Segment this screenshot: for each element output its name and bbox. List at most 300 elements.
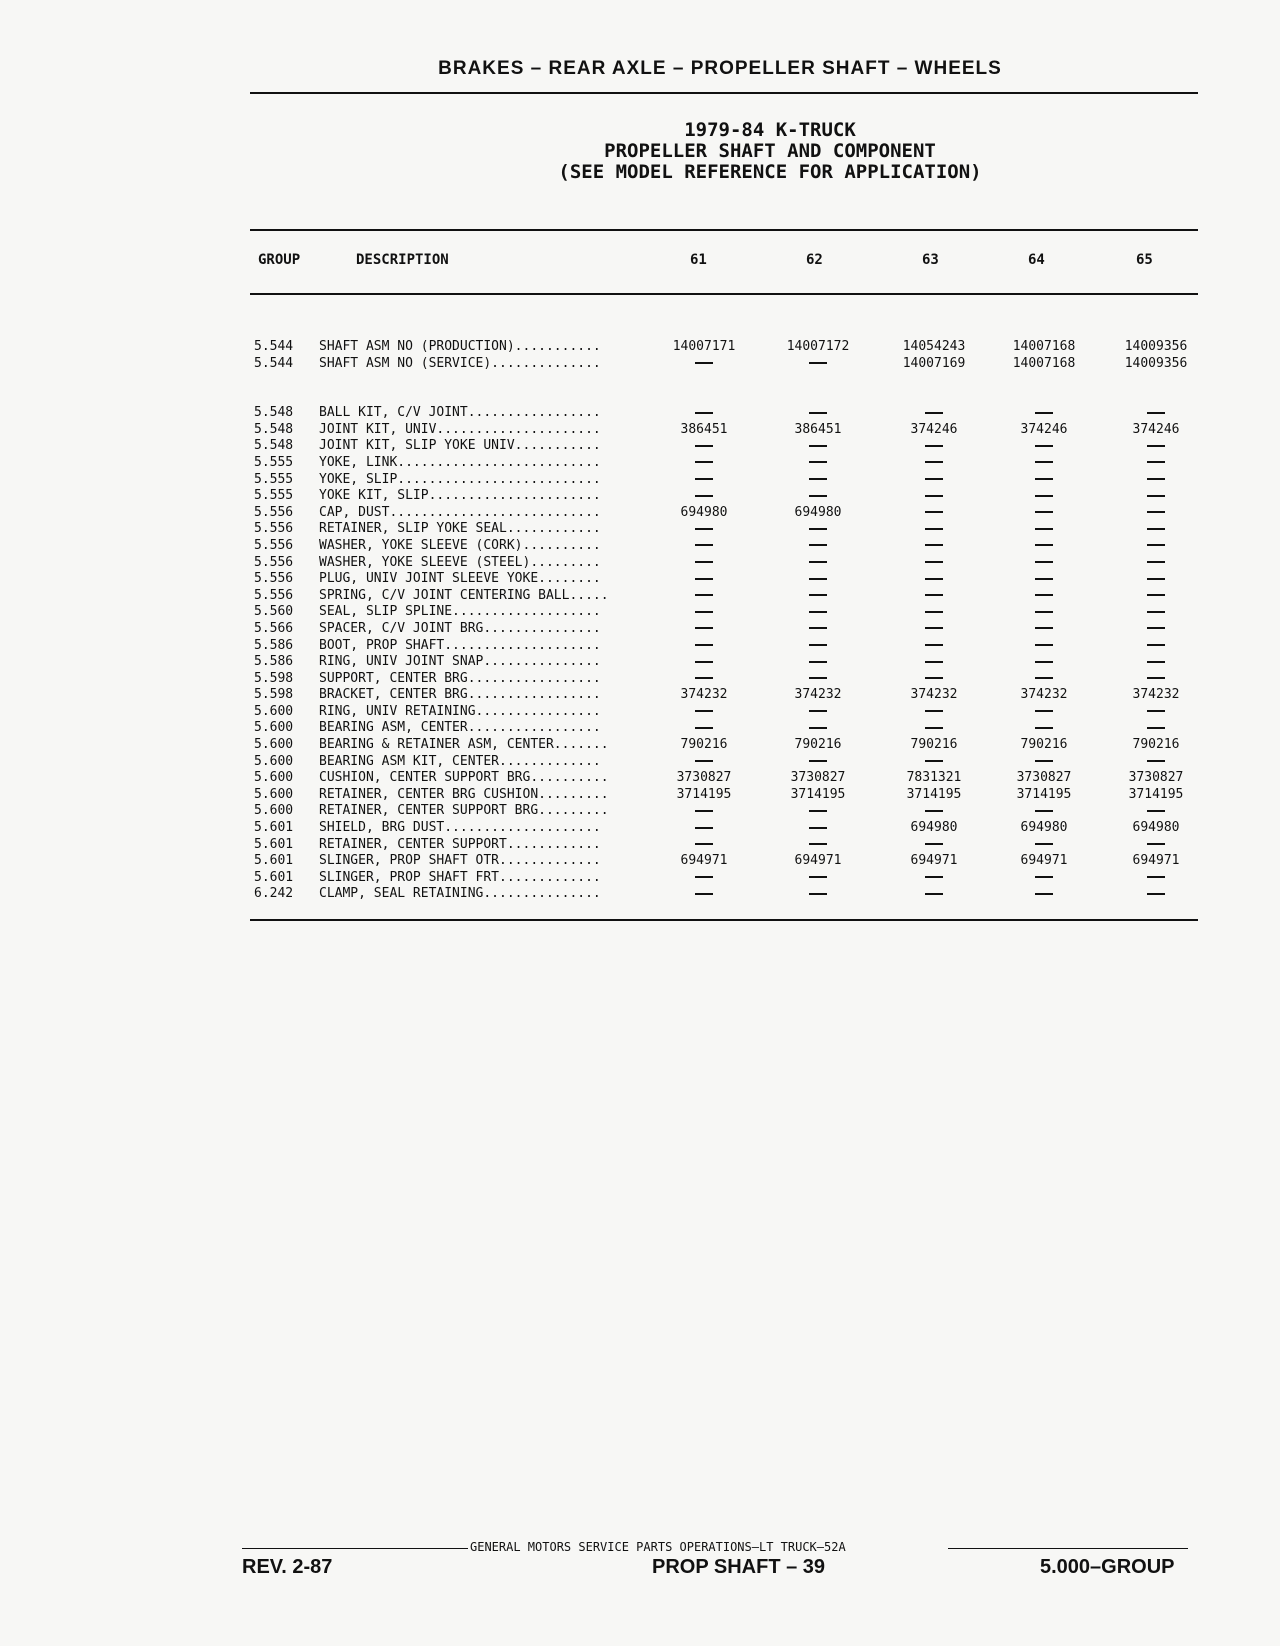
table-row (254, 571, 1204, 588)
not-applicable-dash (1147, 544, 1165, 546)
part-number-cell: 790216 (1020, 737, 1068, 753)
not-applicable-dash (1147, 876, 1165, 878)
part-number-cell (654, 405, 754, 420)
part-number-cell (1106, 621, 1206, 636)
part-number-cell: 374246 (1132, 421, 1180, 437)
part-number-cell (884, 671, 984, 686)
part-number-cell (768, 820, 868, 835)
group-number: 5.544 (254, 339, 294, 354)
part-number-cell (884, 638, 984, 653)
table-row (254, 604, 1204, 621)
not-applicable-dash (925, 478, 943, 480)
part-number-cell (654, 521, 754, 536)
not-applicable-dash (809, 810, 827, 812)
table-row (254, 754, 1204, 771)
part-number-cell (884, 472, 984, 487)
part-number-cell: 14009356 (1124, 355, 1188, 371)
part-number-cell (654, 472, 754, 487)
not-applicable-dash (1147, 760, 1165, 762)
not-applicable-dash (695, 627, 713, 629)
not-applicable-dash (1147, 810, 1165, 812)
part-number-cell (654, 571, 754, 586)
not-applicable-dash (809, 893, 827, 895)
part-number-cell: 790216 (794, 737, 842, 753)
part-number-cell (1106, 654, 1206, 669)
group-number: 5.600 (254, 720, 294, 736)
table-row (254, 488, 1204, 505)
col-header-64: 64 (1028, 252, 1045, 268)
part-number-cell (768, 604, 868, 619)
not-applicable-dash (695, 544, 713, 546)
group-number: 5.556 (254, 537, 294, 553)
not-applicable-dash (1147, 461, 1165, 463)
part-description: BRACKET, CENTER BRG................. (319, 687, 601, 703)
table-row (254, 555, 1204, 572)
part-description: RETAINER, SLIP YOKE SEAL............ (319, 521, 601, 537)
not-applicable-dash (809, 827, 827, 829)
part-number-cell (1106, 704, 1206, 719)
not-applicable-dash (695, 760, 713, 762)
table-row (254, 870, 1204, 887)
table-row (254, 405, 1204, 422)
not-applicable-dash (809, 611, 827, 613)
not-applicable-dash (695, 876, 713, 878)
part-description: BOOT, PROP SHAFT.................... (319, 637, 601, 653)
part-number-cell (994, 538, 1094, 553)
part-number-cell (994, 555, 1094, 570)
group-number: 5.548 (254, 421, 294, 437)
not-applicable-dash (925, 893, 943, 895)
table-row (254, 638, 1204, 655)
group-number: 5.598 (254, 687, 294, 703)
table-bottom-rule (250, 919, 1198, 921)
part-number-cell (884, 803, 984, 818)
group-number: 5.566 (254, 620, 294, 636)
not-applicable-dash (695, 727, 713, 729)
part-number-cell (884, 886, 984, 901)
part-number-cell: 3714195 (790, 786, 846, 802)
table-row (254, 422, 1204, 439)
not-applicable-dash (1147, 611, 1165, 613)
not-applicable-dash (1035, 644, 1053, 646)
part-number-cell (1106, 538, 1206, 553)
not-applicable-dash (1035, 627, 1053, 629)
part-number-cell (654, 671, 754, 686)
part-description: RING, UNIV JOINT SNAP............... (319, 654, 601, 670)
part-number-cell: 386451 (680, 421, 728, 437)
part-number-cell (768, 521, 868, 536)
not-applicable-dash (809, 710, 827, 712)
part-description: CUSHION, CENTER SUPPORT BRG.......... (319, 770, 609, 786)
part-number-cell (994, 604, 1094, 619)
not-applicable-dash (925, 810, 943, 812)
not-applicable-dash (1035, 528, 1053, 530)
part-number-cell (768, 571, 868, 586)
not-applicable-dash (809, 661, 827, 663)
footer-rule-right (948, 1548, 1188, 1549)
part-number-cell (1106, 870, 1206, 885)
part-description: YOKE, LINK.......................... (319, 454, 601, 470)
part-number-cell: 3730827 (1016, 770, 1072, 786)
group-number: 5.556 (254, 571, 294, 587)
part-number-cell (994, 472, 1094, 487)
part-number-cell (768, 555, 868, 570)
not-applicable-dash (1147, 578, 1165, 580)
part-number-cell (884, 720, 984, 735)
part-number-cell (768, 886, 868, 901)
group-number: 5.556 (254, 521, 294, 537)
part-number-cell: 3730827 (1128, 770, 1184, 786)
not-applicable-dash (1035, 461, 1053, 463)
part-number-cell (654, 870, 754, 885)
not-applicable-dash (695, 843, 713, 845)
part-number-cell (654, 438, 754, 453)
not-applicable-dash (925, 511, 943, 513)
group-number: 5.548 (254, 438, 294, 454)
part-number-cell (768, 538, 868, 553)
part-description: RETAINER, CENTER SUPPORT BRG......... (319, 803, 609, 819)
part-number-cell (768, 870, 868, 885)
group-number: 5.586 (254, 637, 294, 653)
part-description: WASHER, YOKE SLEEVE (CORK).......... (319, 537, 601, 553)
part-number-cell (994, 438, 1094, 453)
part-number-cell: 374232 (794, 687, 842, 703)
part-number-cell (884, 488, 984, 503)
not-applicable-dash (1147, 594, 1165, 596)
not-applicable-dash (925, 710, 943, 712)
not-applicable-dash (1035, 412, 1053, 414)
part-description: SHIELD, BRG DUST.................... (319, 820, 601, 836)
part-number-cell (768, 438, 868, 453)
part-number-cell: 374232 (1020, 687, 1068, 703)
not-applicable-dash (809, 528, 827, 530)
table-row (254, 704, 1204, 721)
table-row (254, 671, 1204, 688)
header-rule (250, 92, 1198, 94)
not-applicable-dash (1147, 445, 1165, 447)
part-number-cell (994, 754, 1094, 769)
not-applicable-dash (925, 461, 943, 463)
not-applicable-dash (695, 644, 713, 646)
not-applicable-dash (925, 495, 943, 497)
header-bottom-rule (250, 293, 1198, 295)
part-number-cell (768, 704, 868, 719)
not-applicable-dash (809, 445, 827, 447)
not-applicable-dash (925, 627, 943, 629)
table-row (254, 770, 1204, 787)
not-applicable-dash (1147, 627, 1165, 629)
footer-group: 5.000–GROUP (1040, 1556, 1175, 1578)
part-number-cell (884, 588, 984, 603)
not-applicable-dash (925, 843, 943, 845)
part-number-cell (884, 505, 984, 520)
not-applicable-dash (1147, 727, 1165, 729)
not-applicable-dash (925, 611, 943, 613)
part-description: BEARING ASM KIT, CENTER............. (319, 753, 601, 769)
part-number-cell: 3730827 (790, 770, 846, 786)
table-row (254, 787, 1204, 804)
part-number-cell: 694971 (910, 853, 958, 869)
not-applicable-dash (809, 578, 827, 580)
part-number-cell: 694980 (794, 504, 842, 520)
not-applicable-dash (1035, 727, 1053, 729)
not-applicable-dash (1147, 661, 1165, 663)
not-applicable-dash (695, 594, 713, 596)
not-applicable-dash (809, 495, 827, 497)
part-number-cell: 14007171 (672, 339, 736, 354)
not-applicable-dash (1035, 710, 1053, 712)
not-applicable-dash (1035, 511, 1053, 513)
part-number-cell: 374232 (680, 687, 728, 703)
table-row (254, 472, 1204, 489)
table-row (254, 820, 1204, 837)
group-number: 5.601 (254, 853, 294, 869)
part-number-cell (1106, 837, 1206, 852)
not-applicable-dash (925, 661, 943, 663)
not-applicable-dash (925, 644, 943, 646)
col-header-description: DESCRIPTION (356, 252, 449, 268)
part-number-cell (654, 803, 754, 818)
not-applicable-dash (809, 843, 827, 845)
not-applicable-dash (1035, 495, 1053, 497)
group-number: 6.242 (254, 886, 294, 902)
part-number-cell (654, 604, 754, 619)
col-header-61: 61 (690, 252, 707, 268)
group-number: 5.555 (254, 454, 294, 470)
part-number-cell (994, 803, 1094, 818)
not-applicable-dash (695, 362, 713, 364)
part-number-cell: 694971 (794, 853, 842, 869)
part-number-cell: 14007168 (1012, 355, 1076, 371)
part-description: SLINGER, PROP SHAFT FRT............. (319, 869, 601, 885)
col-header-group: GROUP (258, 252, 301, 268)
part-number-cell (994, 621, 1094, 636)
not-applicable-dash (809, 594, 827, 596)
block-spacer (254, 372, 1204, 405)
part-number-cell (654, 820, 754, 835)
not-applicable-dash (695, 578, 713, 580)
group-number: 5.600 (254, 770, 294, 786)
not-applicable-dash (1035, 578, 1053, 580)
not-applicable-dash (809, 644, 827, 646)
part-description: RETAINER, CENTER BRG CUSHION......... (319, 786, 609, 802)
part-number-cell: 14007172 (786, 339, 850, 354)
part-number-cell (654, 654, 754, 669)
not-applicable-dash (1147, 710, 1165, 712)
group-number: 5.555 (254, 488, 294, 504)
part-number-cell (768, 754, 868, 769)
part-number-cell: 3714195 (1016, 786, 1072, 802)
not-applicable-dash (925, 594, 943, 596)
footer-page: PROP SHAFT – 39 (652, 1556, 826, 1578)
part-description: SLINGER, PROP SHAFT OTR............. (319, 853, 601, 869)
part-description: SPACER, C/V JOINT BRG............... (319, 620, 601, 636)
title-line-3: (SEE MODEL REFERENCE FOR APPLICATION) (558, 161, 982, 183)
part-number-cell (654, 588, 754, 603)
not-applicable-dash (925, 528, 943, 530)
not-applicable-dash (1147, 561, 1165, 563)
not-applicable-dash (1147, 511, 1165, 513)
col-header-65: 65 (1136, 252, 1153, 268)
part-number-cell (1106, 555, 1206, 570)
not-applicable-dash (695, 827, 713, 829)
col-header-63: 63 (922, 252, 939, 268)
part-description: CLAMP, SEAL RETAINING............... (319, 886, 601, 902)
table-row (254, 720, 1204, 737)
part-number-cell (1106, 438, 1206, 453)
not-applicable-dash (1035, 893, 1053, 895)
not-applicable-dash (1035, 810, 1053, 812)
table-row (254, 886, 1204, 903)
not-applicable-dash (809, 876, 827, 878)
part-number-cell (654, 720, 754, 735)
part-number-cell: 790216 (1132, 737, 1180, 753)
part-number-cell (884, 870, 984, 885)
not-applicable-dash (1035, 661, 1053, 663)
table-top-rule (250, 229, 1198, 231)
part-description: RETAINER, CENTER SUPPORT............ (319, 836, 601, 852)
group-number: 5.598 (254, 670, 294, 686)
part-description: BALL KIT, C/V JOINT................. (319, 405, 601, 421)
not-applicable-dash (695, 412, 713, 414)
group-number: 5.600 (254, 703, 294, 719)
group-number: 5.586 (254, 654, 294, 670)
not-applicable-dash (695, 528, 713, 530)
part-number-cell: 374232 (1132, 687, 1180, 703)
part-number-cell (884, 604, 984, 619)
not-applicable-dash (1035, 760, 1053, 762)
part-number-cell (994, 671, 1094, 686)
part-number-cell (1106, 505, 1206, 520)
group-number: 5.548 (254, 405, 294, 421)
part-number-cell (994, 505, 1094, 520)
not-applicable-dash (695, 611, 713, 613)
part-number-cell: 374246 (910, 421, 958, 437)
group-number: 5.601 (254, 820, 294, 836)
part-number-cell (1106, 720, 1206, 735)
part-number-cell (654, 837, 754, 852)
part-number-cell (884, 837, 984, 852)
table-row (254, 737, 1204, 754)
part-number-cell: 14054243 (902, 339, 966, 354)
part-number-cell (768, 405, 868, 420)
part-description: PLUG, UNIV JOINT SLEEVE YOKE........ (319, 571, 601, 587)
table-row (254, 837, 1204, 854)
part-number-cell (1106, 455, 1206, 470)
not-applicable-dash (695, 661, 713, 663)
group-number: 5.601 (254, 869, 294, 885)
group-number: 5.600 (254, 803, 294, 819)
group-number: 5.601 (254, 836, 294, 852)
part-number-cell (884, 555, 984, 570)
part-description: YOKE, SLIP.......................... (319, 471, 601, 487)
part-number-cell (654, 638, 754, 653)
not-applicable-dash (809, 727, 827, 729)
part-number-cell (768, 720, 868, 735)
not-applicable-dash (1147, 893, 1165, 895)
not-applicable-dash (925, 544, 943, 546)
table-row (254, 356, 1204, 373)
part-number-cell: 14007169 (902, 355, 966, 371)
part-description: JOINT KIT, UNIV..................... (319, 421, 601, 437)
not-applicable-dash (695, 677, 713, 679)
part-number-cell (994, 886, 1094, 901)
part-number-cell: 14007168 (1012, 339, 1076, 354)
group-number: 5.560 (254, 604, 294, 620)
part-number-cell (1106, 472, 1206, 487)
part-number-cell (884, 754, 984, 769)
not-applicable-dash (809, 412, 827, 414)
part-number-cell (654, 555, 754, 570)
part-number-cell (994, 704, 1094, 719)
not-applicable-dash (1147, 677, 1165, 679)
not-applicable-dash (809, 544, 827, 546)
col-header-62: 62 (806, 252, 823, 268)
not-applicable-dash (925, 677, 943, 679)
not-applicable-dash (1147, 843, 1165, 845)
not-applicable-dash (1147, 412, 1165, 414)
table-row (254, 803, 1204, 820)
part-number-cell: 790216 (910, 737, 958, 753)
part-number-cell (994, 837, 1094, 852)
part-description: CAP, DUST........................... (319, 504, 601, 520)
part-number-cell (1106, 803, 1206, 818)
part-number-cell: 694971 (680, 853, 728, 869)
part-number-cell: 790216 (680, 737, 728, 753)
part-number-cell (884, 455, 984, 470)
part-description: YOKE KIT, SLIP...................... (319, 488, 601, 504)
table-row (254, 538, 1204, 555)
not-applicable-dash (695, 893, 713, 895)
part-number-cell (768, 472, 868, 487)
table-row (254, 853, 1204, 870)
table-row (254, 621, 1204, 638)
part-number-cell: 374232 (910, 687, 958, 703)
part-number-cell (884, 538, 984, 553)
not-applicable-dash (809, 362, 827, 364)
not-applicable-dash (1147, 528, 1165, 530)
not-applicable-dash (1035, 611, 1053, 613)
part-number-cell (768, 455, 868, 470)
part-number-cell (1106, 405, 1206, 420)
part-number-cell (654, 455, 754, 470)
part-number-cell (1106, 604, 1206, 619)
part-number-cell (994, 455, 1094, 470)
not-applicable-dash (809, 677, 827, 679)
group-number: 5.556 (254, 554, 294, 570)
not-applicable-dash (695, 561, 713, 563)
part-number-cell (884, 405, 984, 420)
group-number: 5.556 (254, 504, 294, 520)
part-number-cell: 694980 (910, 820, 958, 836)
not-applicable-dash (809, 561, 827, 563)
part-number-cell: 14009356 (1124, 339, 1188, 354)
part-description: SHAFT ASM NO (SERVICE).............. (319, 355, 601, 371)
part-number-cell (654, 621, 754, 636)
table-row (254, 339, 1204, 356)
part-number-cell (768, 488, 868, 503)
not-applicable-dash (925, 760, 943, 762)
group-number: 5.544 (254, 355, 294, 371)
title-block (430, 120, 1110, 183)
part-number-cell: 694971 (1132, 853, 1180, 869)
not-applicable-dash (1035, 478, 1053, 480)
part-number-cell (768, 588, 868, 603)
part-number-cell (1106, 571, 1206, 586)
not-applicable-dash (1035, 843, 1053, 845)
part-description: JOINT KIT, SLIP YOKE UNIV........... (319, 438, 601, 454)
part-number-cell: 386451 (794, 421, 842, 437)
